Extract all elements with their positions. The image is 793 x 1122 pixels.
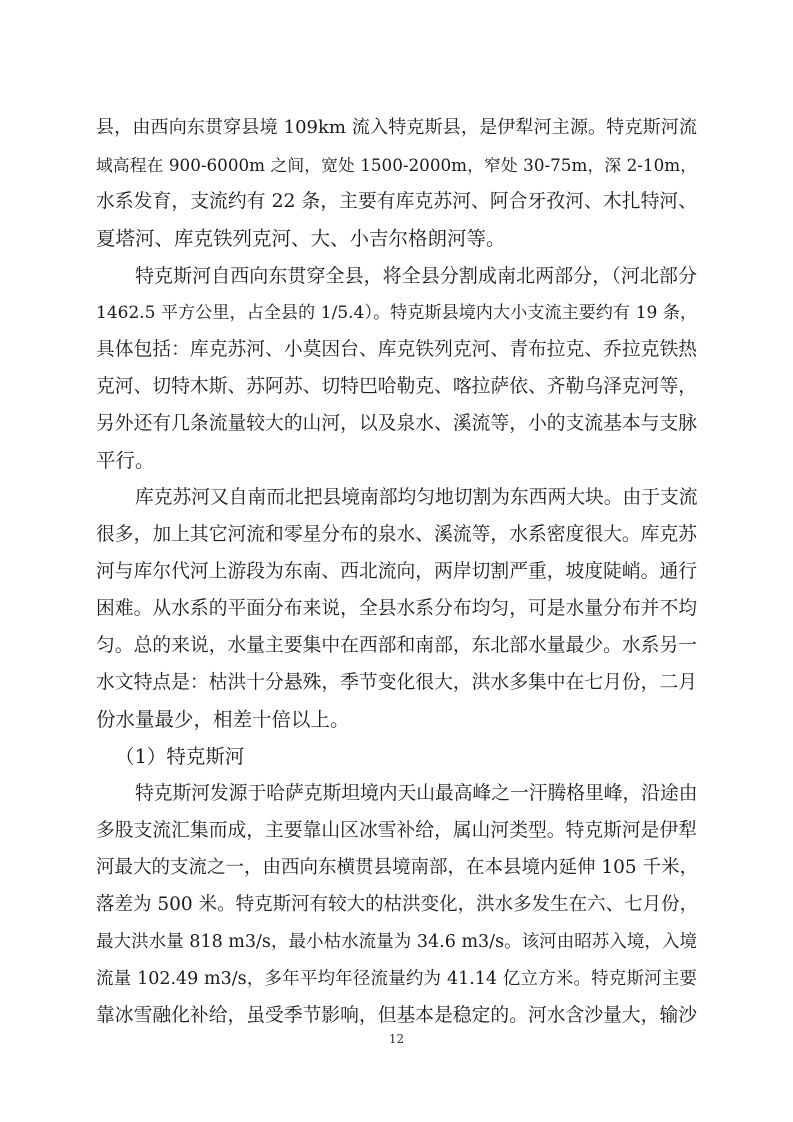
text-line: 平行。 [96, 449, 155, 472]
text-line: 河最大的支流之一，由西向东横贯县境南部，在本县境内延伸 105 千米， [96, 857, 699, 878]
text-line: 水系发育，支流约有 22 条，主要有库克苏河、阿合牙孜河、木扎特河、 [96, 191, 697, 212]
text-line: 多股支流汇集而成，主要靠山区冰雪补给，属山河类型。特克斯河是伊犁 [96, 820, 697, 841]
page-number: 12 [388, 1032, 405, 1046]
section-heading: （1）特克斯河 [115, 745, 245, 768]
text-line: 最大洪水量 818 m3/s，最小枯水流量为 34.6 m3/s。该河由昭苏入境，入境 [96, 932, 697, 952]
text-line: 水文特点是：枯洪十分悬殊，季节变化很大，洪水多集中在七月份，二月 [96, 672, 697, 693]
text-line: 靠冰雪融化补给，虽受季节影响，但基本是稳定的。河水含沙量大，输沙 [96, 1005, 697, 1026]
text-line: 落差为 500 米。特克斯河有较大的枯洪变化，洪水多发生在六、七月份， [96, 894, 699, 915]
text-line: 域高程在 900-6000m 之间，宽处 1500-2000m，窄处 30-75m，深 2-10m， [96, 155, 697, 175]
paragraph-first-line: 特克斯河自西向东贯穿全县，将全县分割成南北两部分，（河北部分 [135, 265, 697, 287]
text-line: 夏塔河、库克铁列克河、大、小吉尔格朗河等。 [96, 227, 506, 250]
text-line: 另外还有几条流量较大的山河，以及泉水、溪流等，小的支流基本与支脉 [96, 413, 697, 434]
text-line: 县，由西向东贯穿县境 109km 流入特克斯县，是伊犁河主源。特克斯河流 [96, 117, 697, 138]
text-line: 困难。从水系的平面分布来说，全县水系分布均匀，可是水量分布并不均 [96, 598, 697, 619]
text-line: 匀。总的来说，水量主要集中在西部和南部，东北部水量最少。水系另一 [96, 635, 697, 656]
text-line: 流量 102.49 m3/s，多年平均年径流量约为 41.14 亿立方米。特克斯河主要 [96, 969, 697, 989]
text-line: 具体包括：库克苏河、小莫因台、库克铁列克河、青布拉克、乔拉克铁热 [96, 339, 697, 360]
paragraph-first-line: 特克斯河发源于哈萨克斯坦境内天山最高峰之一汗腾格里峰，沿途由 [135, 783, 698, 804]
text-line: 河与库尔代河上游段为东南、西北流向，两岸切割严重，坡度陡峭。通行 [96, 561, 697, 582]
text-line: 很多，加上其它河流和零星分布的泉水、溪流等，水系密度很大。库克苏 [96, 524, 697, 545]
text-line: 份水量最少，相差十倍以上。 [96, 708, 350, 731]
text-line: 克河、切特木斯、苏阿苏、切特巴哈勒克、喀拉萨依、齐勒乌泽克河等， [96, 376, 697, 397]
text-line: 1462.5 平方公里，占全县的 1/5.4）。特克斯县境内大小支流主要约有 19 条， [96, 303, 697, 323]
paragraph-first-line: 库克苏河又自南而北把县境南部均匀地切割为东西两大块。由于支流 [135, 487, 698, 508]
